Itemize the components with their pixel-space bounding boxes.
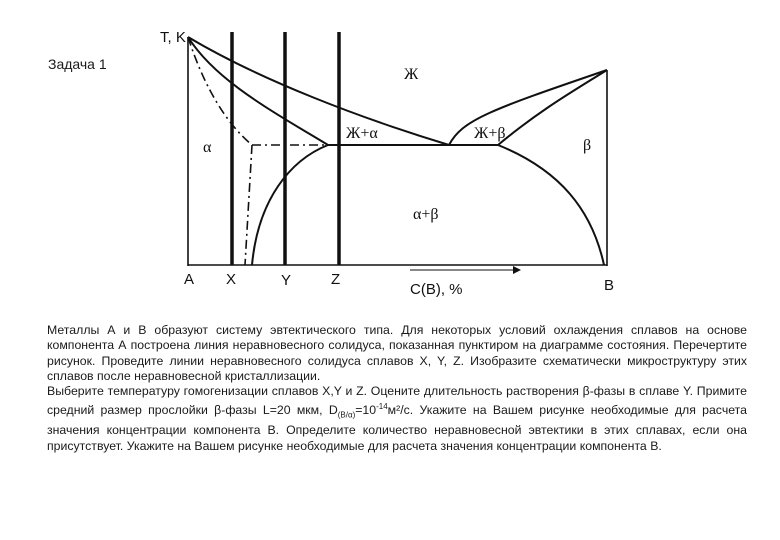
label-alpha-beta: α+β: [413, 206, 439, 223]
solidus-beta: [498, 70, 607, 145]
label-alpha: α: [203, 139, 212, 156]
paragraph-2-start: Выберите температуру гомогенизации сплавов X,Y и Z. Оцените длительность растворения β-фазы в сплаве Y. Примите средний размер прослойки β-фазы L=20 мкм, D: [47, 384, 747, 418]
label-alloy-y: Y: [281, 272, 292, 289]
label-liquid-alpha: Ж+α: [346, 125, 378, 142]
problem-text: [47, 323, 747, 454]
solidus-alpha: [188, 37, 328, 145]
x-axis-label: C(B), %: [410, 281, 463, 298]
solvus-alpha: [252, 145, 328, 265]
label-a: A: [184, 271, 195, 288]
solvus-beta: [498, 145, 604, 265]
nonequilibrium-solidus-vertical: [245, 145, 252, 265]
liquidus-alpha: [188, 37, 449, 145]
label-liquid: Ж: [404, 66, 419, 83]
label-b: B: [604, 277, 615, 294]
task-label: Задача 1: [48, 56, 107, 72]
problem-paragraph-2: [47, 384, 747, 454]
label-alloy-x: X: [226, 271, 237, 288]
diffusion-value: =10: [355, 403, 377, 418]
label-beta: β: [583, 137, 592, 154]
diffusion-exponent: -14: [376, 402, 388, 412]
diffusion-subscript: (B/α): [337, 411, 356, 421]
liquidus-beta: [449, 70, 607, 145]
paragraph-2-end: м²/с. Укажите на Вашем рисунке необходимые для расчета значения концентрации компонента В. Определите количество неравновесной эвтектики в этих сплавах, если она присутствует. Укажите на Вашем рисунке необходимые для расчета значения концентрации компонента В.: [47, 403, 747, 453]
label-alloy-z: Z: [331, 271, 341, 288]
label-liquid-beta: Ж+β: [474, 125, 506, 142]
problem-paragraph-1: Металлы А и В образуют систему эвтектического типа. Для некоторых условий охлаждения сплавов на основе компонента А построена линия неравновесного солидуса, показанная пунктиром на диаграмме состояния. Перечертите рисунок. Проведите линии неравновесного солидуса сплавов X, Y, Z. Изобразите схематически микроструктуру этих сплавов после неравновесной кристаллизации.: [47, 323, 747, 383]
y-axis-label: T, K: [160, 29, 186, 46]
